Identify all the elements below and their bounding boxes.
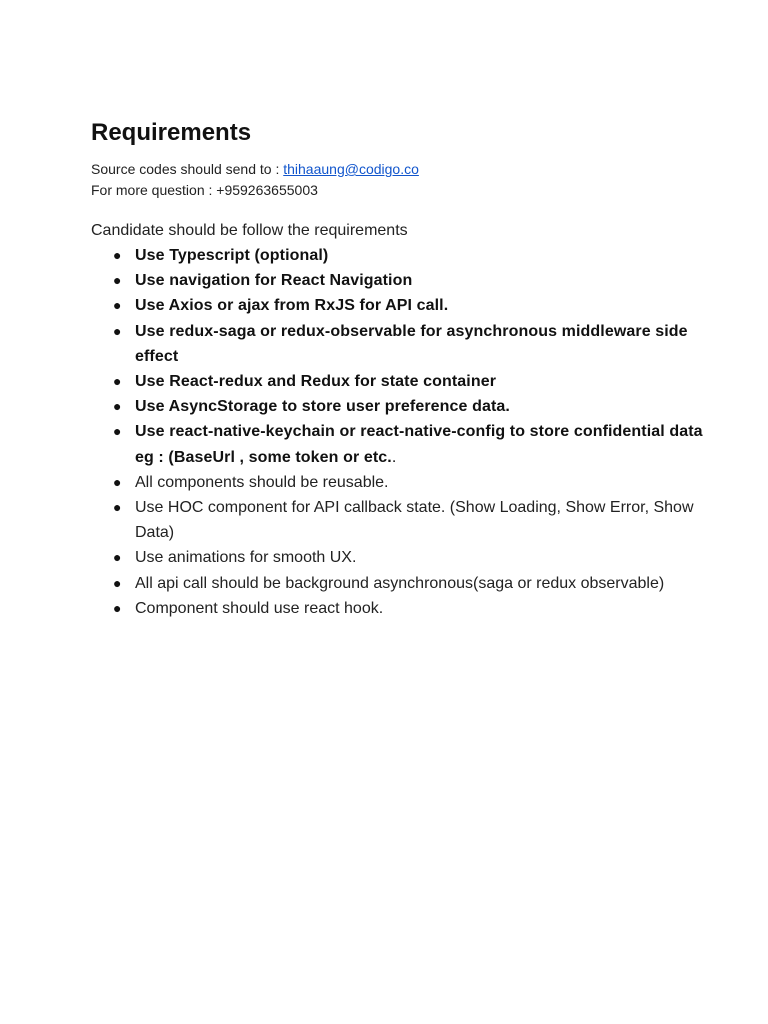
list-item-tail: . bbox=[391, 448, 397, 466]
list-item-text: Use Axios or ajax from RxJS for API call. bbox=[135, 297, 449, 315]
list-item bbox=[91, 495, 711, 545]
list-item-text: Use Typescript (optional) bbox=[135, 247, 329, 264]
bullet-icon: ● bbox=[113, 297, 122, 314]
email-link[interactable]: thihaaung@codigo.co bbox=[283, 161, 419, 177]
bullet-icon: ● bbox=[113, 247, 122, 263]
bullet-icon: ● bbox=[113, 599, 122, 616]
contact-info bbox=[91, 159, 711, 201]
list-item bbox=[91, 293, 711, 318]
question-line: For more question : +959263655003 bbox=[91, 182, 318, 198]
intro-text: Candidate should be follow the requirements bbox=[91, 222, 408, 239]
list-item-text: Use animations for smooth UX. bbox=[135, 549, 357, 567]
document-page bbox=[91, 117, 711, 621]
list-item bbox=[91, 243, 711, 268]
bullet-icon: ● bbox=[113, 473, 122, 490]
bullet-icon: ● bbox=[113, 549, 122, 566]
bullet-icon: ● bbox=[113, 398, 122, 415]
bullet-icon: ● bbox=[113, 499, 122, 516]
bullet-icon: ● bbox=[113, 322, 122, 339]
list-item bbox=[91, 571, 711, 596]
list-item bbox=[91, 319, 711, 369]
list-item-text: Use HOC component for API callback state. (Show Loading, Show Error, Show Data) bbox=[135, 499, 694, 542]
bullet-icon: ● bbox=[113, 272, 122, 289]
list-item-text: Component should use react hook. bbox=[135, 599, 384, 617]
send-to-line bbox=[91, 159, 711, 180]
list-item bbox=[91, 470, 711, 495]
list-item bbox=[91, 268, 711, 293]
list-item-text: Use React-redux and Redux for state container bbox=[135, 373, 497, 391]
list-item bbox=[91, 419, 711, 469]
list-item-text: Use redux-saga or redux-observable for asynchronous middleware side effect bbox=[135, 322, 688, 365]
list-item bbox=[91, 596, 711, 621]
requirements-list bbox=[91, 243, 711, 621]
bullet-icon: ● bbox=[113, 423, 122, 440]
list-item-text: Use AsyncStorage to store user preference data. bbox=[135, 398, 510, 416]
bullet-icon: ● bbox=[113, 574, 122, 591]
list-item-text: All components should be reusable. bbox=[135, 473, 389, 491]
list-item bbox=[91, 394, 711, 419]
list-item-text: Use navigation for React Navigation bbox=[135, 272, 413, 290]
bullet-icon: ● bbox=[113, 373, 122, 390]
list-item-text: All api call should be background asynchronous(saga or redux observable) bbox=[135, 574, 665, 592]
list-item bbox=[91, 545, 711, 570]
page-title: Requirements bbox=[91, 119, 252, 146]
send-to-label: Source codes should send to : bbox=[91, 161, 284, 177]
list-item bbox=[91, 369, 711, 394]
list-item-text: Use react-native-keychain or react-native-config to store confidential data eg : (BaseUrl , some token or etc. bbox=[135, 423, 703, 466]
